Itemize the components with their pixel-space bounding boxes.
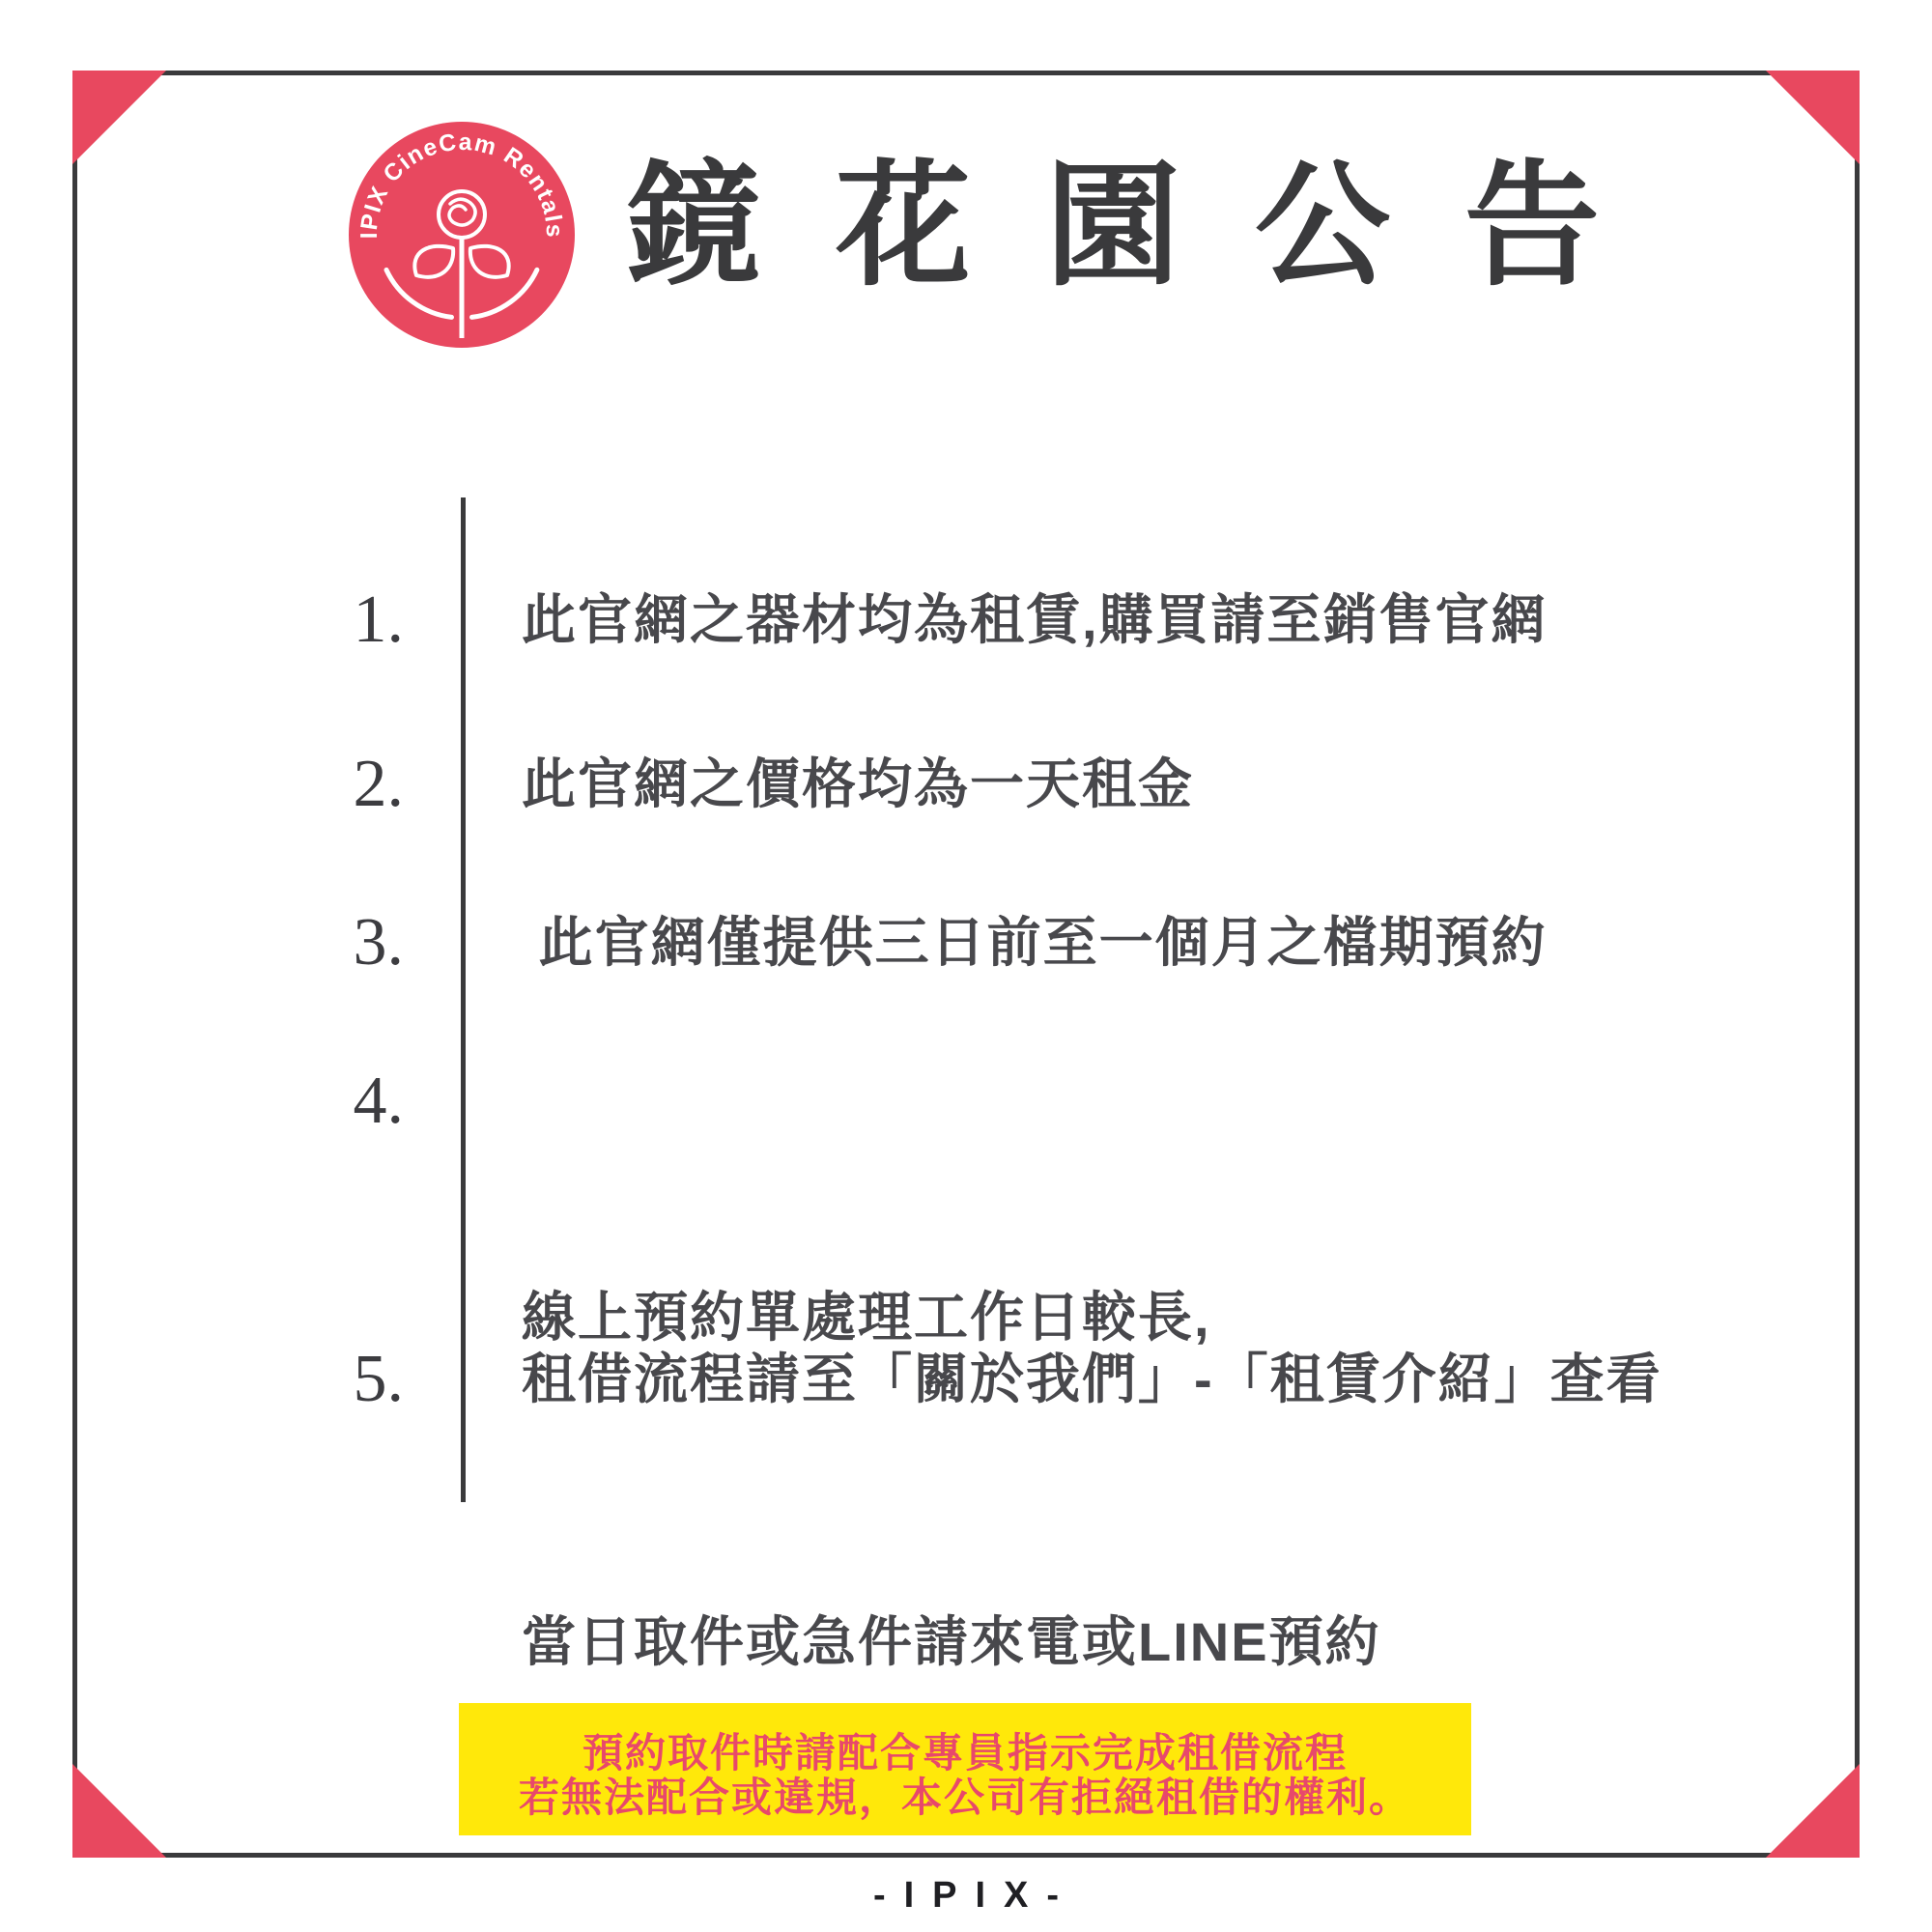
notice-item-number: 4. — [353, 1064, 404, 1138]
notice-item-text: 租借流程請至「關於我們」-「租賃介紹」查看 — [522, 1349, 1662, 1409]
notice-item-number: 5. — [353, 1342, 404, 1416]
warning-banner — [459, 1703, 1471, 1835]
corner-triangle-bottom-left — [72, 1764, 166, 1858]
notice-item-text: 此官網僅提供三日前至一個月之檔期預約 — [522, 912, 1548, 973]
footer-brand: -IPIX- — [872, 1875, 1078, 1916]
badge-text: IPIX CineCam Rentals — [355, 128, 568, 240]
notice-item-text: 此官網之器材均為租賃,購買請至銷售官網 — [522, 589, 1548, 650]
corner-triangle-top-right — [1766, 71, 1860, 164]
flower-badge-icon — [341, 114, 582, 355]
notice-item-text-line: 當日取件或急件請來電或LINE預約 — [522, 1611, 1381, 1672]
corner-triangle-top-left — [72, 71, 166, 164]
notice-item-text-line: 線上預約單處理工作日較長, — [522, 1287, 1211, 1348]
notice-item-text: 此官網之價格均為一天租金 — [522, 753, 1194, 814]
notice-item-number: 1. — [353, 582, 404, 657]
list-divider-line — [461, 497, 466, 1502]
page-title: 鏡花園公告 — [626, 150, 1675, 301]
warning-line: 預約取件時請配合專員指示完成租借流程 — [582, 1730, 1348, 1776]
warning-line: 若無法配合或違規，本公司有拒絕租借的權利。 — [518, 1775, 1411, 1820]
company-logo — [341, 114, 582, 355]
notice-item-number: 2. — [353, 747, 404, 821]
notice-item-number: 3. — [353, 905, 404, 980]
